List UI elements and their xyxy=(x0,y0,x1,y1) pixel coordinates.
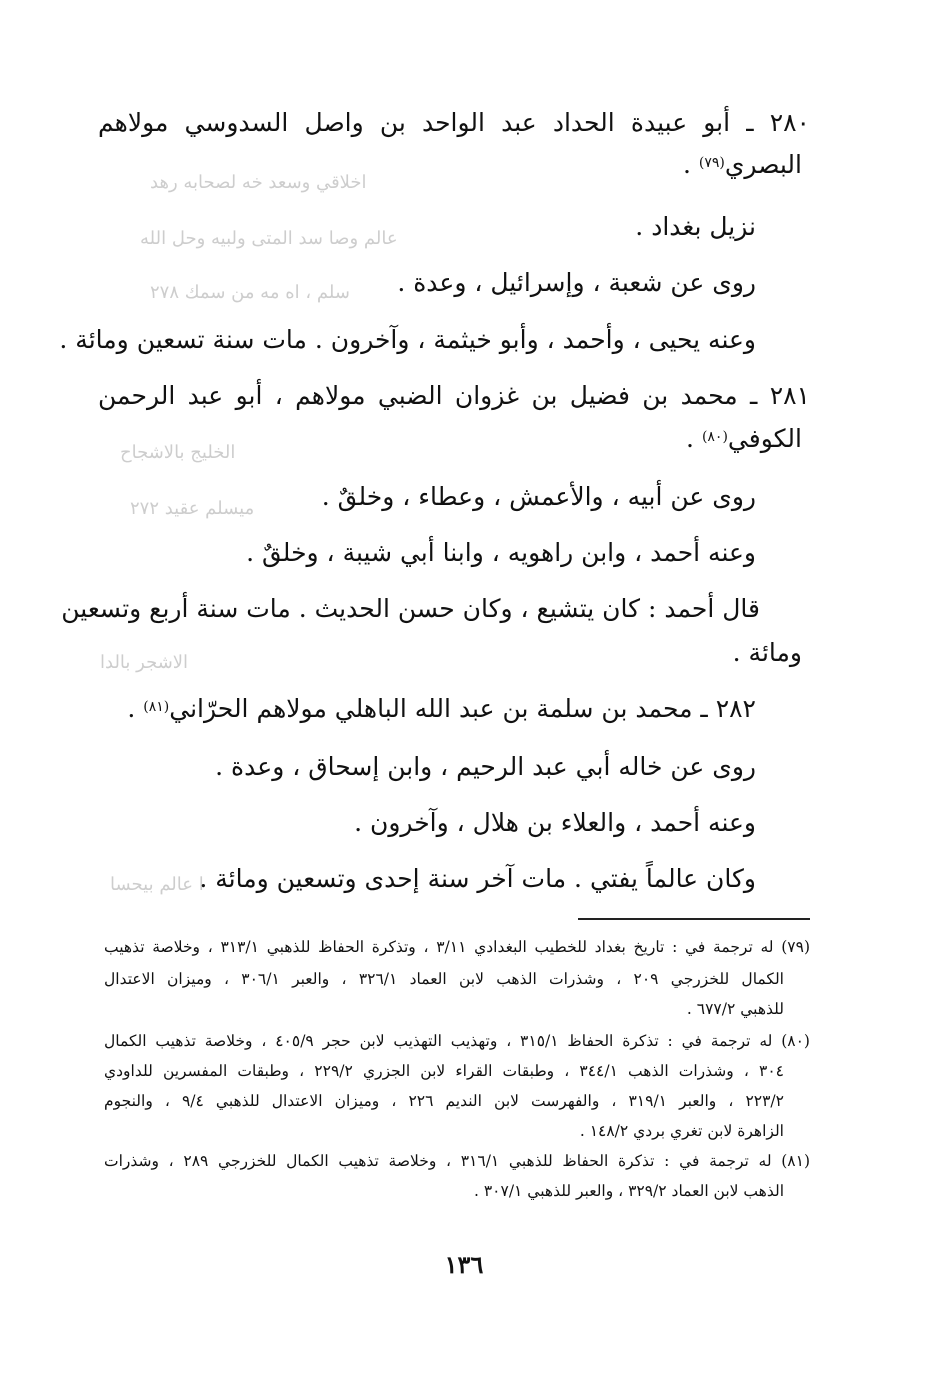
entry-280-title-line2 xyxy=(683,150,802,179)
footnote-ref-81[interactable]: (٨١) xyxy=(143,699,170,715)
entry-281-narrated-from: روى عن أبيه ، والأعمش ، وعطاء ، وخلقٌ . xyxy=(321,482,756,511)
entry-282-narrated-from: روى عن خاله أبي عبد الرحيم ، وابن إسحاق ، وعدة . xyxy=(215,752,756,781)
entry-280-narrators-and-death: وعنه يحيى ، وأحمد ، وأبو خيثمة ، وآخرون . مات سنة تسعين ومائة . xyxy=(59,325,756,354)
show-through-ghost-text: سلم ، اه مه من سمك ٢٧٨ xyxy=(150,282,350,303)
footnote-separator xyxy=(578,918,810,920)
entry-281-title-line2 xyxy=(686,424,802,453)
entry-282-title-text: ٢٨٢ ـ محمد بن سلمة بن عبد الله الباهلي مولاهم الحرّاني xyxy=(169,694,756,723)
entry-281-ahmad-quote-line1: قال أحمد : كان يتشيع ، وكان حسن الحديث . مات سنة أربع وتسعين xyxy=(61,594,760,623)
entry-280-title-line1: ٢٨٠ ـ أبو عبيدة الحداد عبد الواحد بن واصل السدوسي مولاهم xyxy=(98,108,810,137)
entry-282-death: وكان عالماً يفتي . مات آخر سنة إحدى وتسعين ومائة . xyxy=(199,864,756,893)
footnote-80-line3: ٢٢٣/٢ ، والعبر ٣١٩/١ ، والفهرست لابن النديم ٢٢٦ ، وميزان الاعتدال للذهبي ٩/٤ ، والنجوم xyxy=(104,1092,784,1110)
footnote-79-line3: للذهبي ٦٧٧/٢ . xyxy=(686,1000,784,1018)
footnote-80-line2: ٣٠٤ ، وشذرات الذهب ٣٤٤/١ ، وطبقات القراء لابن الجزري ٢٢٩/٢ ، وطبقات المفسرين للداودي xyxy=(104,1062,784,1080)
show-through-ghost-text: اخلاقي وسعد خه لصحابه رهد xyxy=(150,172,367,193)
page-number: ١٣٦ xyxy=(444,1250,484,1279)
entry-280-title-end: . xyxy=(682,150,699,179)
show-through-ghost-text: ميسلم عقيد ٢٧٢ xyxy=(130,498,255,519)
entry-282-title-end: . xyxy=(127,694,144,723)
footnote-ref-79[interactable]: (٧٩) xyxy=(698,155,725,171)
footnote-80-line1: (٨٠) له ترجمة في : تذكرة الحفاظ ٣١٥/١ ، وتهذيب التهذيب لابن حجر ٤٠٥/٩ ، وخلاصة تذهيب الكمال xyxy=(104,1032,810,1050)
entry-280-residence: نزيل بغداد . xyxy=(635,212,756,241)
show-through-ghost-text: عالم وصا سد المتى ولبيه وحل الله xyxy=(140,228,398,249)
entry-281-narrators: وعنه أحمد ، وابن راهويه ، وابنا أبي شيبة ، وخلقٌ . xyxy=(246,538,756,567)
entry-280-narrated-from: روى عن شعبة ، وإسرائيل ، وعدة . xyxy=(397,268,756,297)
footnote-81-line1: (٨١) له ترجمة في : تذكرة الحفاظ للذهبي ٣١٦/١ ، وخلاصة تذهيب الكمال للخزرجي ٢٨٩ ، وشذرات xyxy=(104,1152,810,1170)
footnote-81-line2: الذهب لابن العماد ٣٢٩/٢ ، والعبر للذهبي ٣٠٧/١ . xyxy=(473,1182,784,1200)
footnote-79-line2: الكمال للخزرجي ٢٠٩ ، وشذرات الذهب لابن العماد ٣٢٦/١ ، والعبر ٣٠٦/١ ، وميزان الاعتدال xyxy=(104,970,784,988)
entry-281-ahmad-quote-line2: ومائة . xyxy=(732,638,802,667)
footnote-79-line1: (٧٩) له ترجمة في : تاريخ بغداد للخطيب البغدادي ٣/١١ ، وتذكرة الحفاظ للذهبي ٣١٣/١ ، وخلاصة تذهيب xyxy=(104,938,810,956)
footnote-80-line4: الزاهرة لابن تغري بردي ١٤٨/٢ . xyxy=(579,1122,784,1140)
show-through-ghost-text: ا عالم بيحسا xyxy=(110,874,204,895)
entry-281-title-line1: ٢٨١ ـ محمد بن فضيل بن غزوان الضبي مولاهم ، أبو عبد الرحمن xyxy=(98,381,810,410)
entry-280-title-text: البصري xyxy=(724,150,802,179)
entry-282-narrators: وعنه أحمد ، والعلاء بن هلال ، وآخرون . xyxy=(354,808,756,837)
footnote-ref-80[interactable]: (٨٠) xyxy=(701,429,728,445)
show-through-ghost-text: الاشجر بالدا xyxy=(100,652,189,673)
entry-281-title-text: الكوفي xyxy=(727,424,802,453)
show-through-ghost-text: الخليج بالاشجاح xyxy=(120,442,236,463)
entry-282-title xyxy=(127,694,756,723)
entry-281-title-end: . xyxy=(686,424,702,453)
